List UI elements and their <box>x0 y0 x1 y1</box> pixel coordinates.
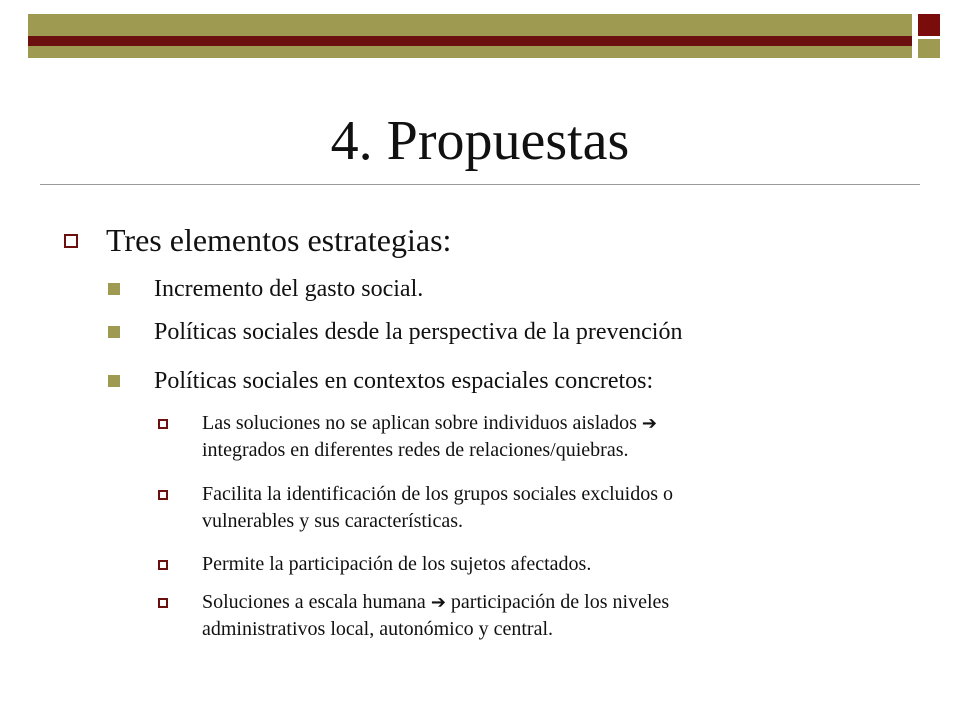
slide-title: 4. Propuestas <box>330 110 630 172</box>
detail-text-after: participación de los niveles <box>450 591 670 613</box>
right-arrow-icon: ➔ <box>641 413 658 434</box>
right-arrow-icon: ➔ <box>430 592 446 613</box>
main-bullet-text: Tres elementos estrategias: <box>106 222 452 258</box>
sub-item <box>154 317 682 347</box>
detail-item <box>202 551 862 578</box>
detail-text: Soluciones a escala humana <box>202 591 426 613</box>
detail-text: Permite la participación de los sujetos afectados. <box>202 553 592 575</box>
hollow-square-bullet-icon <box>158 490 168 500</box>
filled-square-bullet-icon <box>108 326 120 338</box>
detail-item <box>202 410 862 464</box>
detail-text-line2: vulnerables y sus características. <box>202 510 464 532</box>
hollow-square-bullet-icon <box>158 419 168 429</box>
detail-text: Facilita la identificación de los grupos sociales excluidos o <box>202 483 673 505</box>
detail-text-line2: integrados en diferentes redes de relaciones/quiebras. <box>202 439 629 461</box>
sub-item <box>154 274 423 304</box>
top-banner <box>28 14 940 58</box>
hollow-square-bullet-icon <box>158 598 168 608</box>
sub-item <box>154 366 653 396</box>
title-divider <box>40 184 920 185</box>
hollow-square-bullet-icon <box>158 560 168 570</box>
detail-text-line2: administrativos local, autonómico y central. <box>202 618 554 640</box>
main-bullet-item <box>106 220 451 260</box>
banner-square-bottom <box>918 39 940 58</box>
detail-text: Las soluciones no se aplican sobre individuos aislados <box>202 412 637 434</box>
banner-maroon-stripe <box>28 36 912 46</box>
filled-square-bullet-icon <box>108 283 120 295</box>
banner-square-top <box>918 14 940 36</box>
sub-item-text: Políticas sociales en contextos espaciales concretos: <box>154 368 654 394</box>
sub-item-text: Políticas sociales desde la perspectiva de la prevención <box>154 319 683 345</box>
detail-item <box>202 589 862 643</box>
hollow-square-bullet-icon <box>64 234 78 248</box>
filled-square-bullet-icon <box>108 375 120 387</box>
sub-item-text: Incremento del gasto social. <box>154 276 424 302</box>
detail-item <box>202 481 862 535</box>
